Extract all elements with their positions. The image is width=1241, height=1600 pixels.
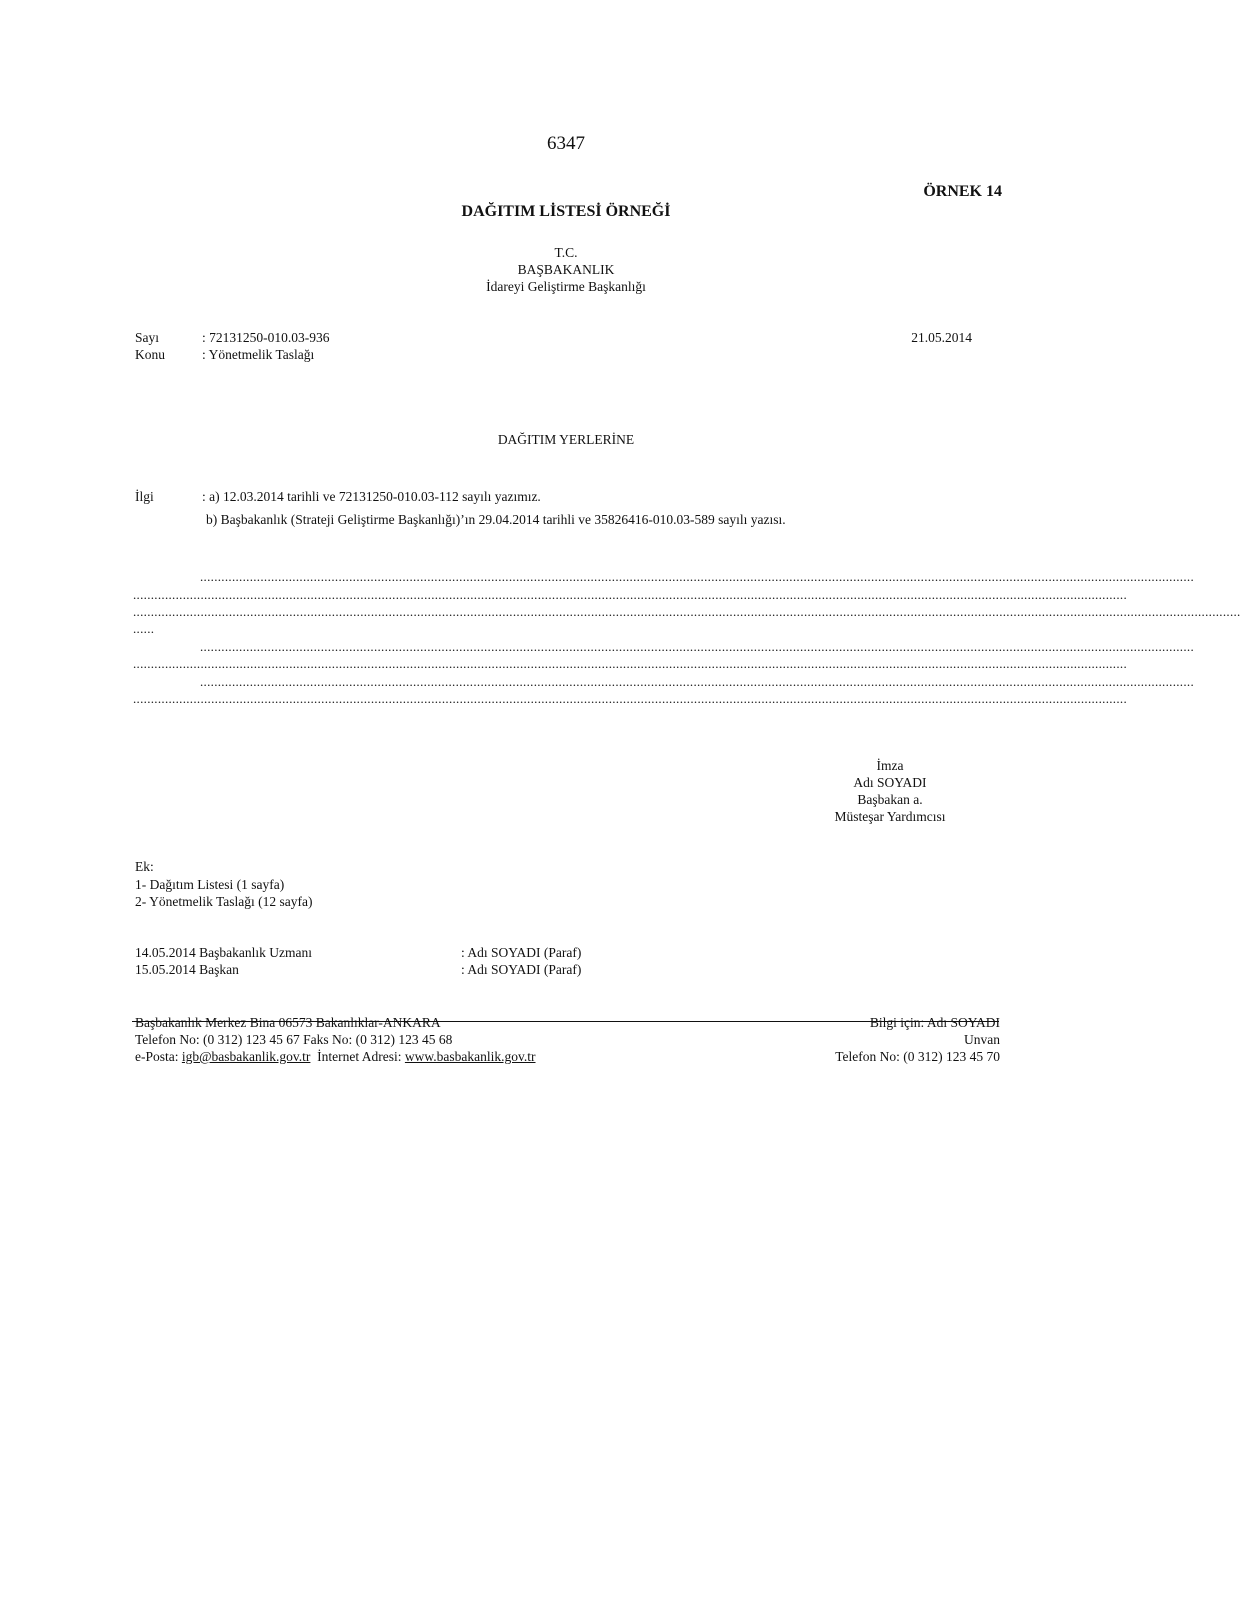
dotted-line: ........................................................................................................................................................................................................................................................................................ (200, 569, 1194, 584)
attachment-item: 1- Dağıtım Listesi (1 sayfa) (135, 877, 285, 892)
ilgi-a: : a) 12.03.2014 tarihli ve 72131250-010.03-112 sayılı yazımız. (202, 489, 541, 504)
konu-value: : Yönetmelik Taslağı (202, 347, 315, 362)
dotted-line: ........................................................................................................................................................................................................................................................................................ (133, 691, 1127, 706)
ilgi-label: İlgi (135, 489, 154, 504)
email-label: e-Posta: (135, 1049, 182, 1064)
web-label: İnternet Adresi: (317, 1049, 405, 1064)
document-title: DAĞITIM LİSTESİ ÖRNEĞİ (461, 203, 671, 220)
dotted-line: ........................................................................................................................................................................................................................................................................................................................ (133, 604, 1241, 619)
paraf-role: 15.05.2014 Başkan (135, 962, 239, 977)
footer-phone-fax: Telefon No: (0 312) 123 45 67 Faks No: (0 312) 123 45 68 (135, 1032, 453, 1047)
attachments-label: Ek: (135, 859, 154, 874)
attachment-item: 2- Yönetmelik Taslağı (12 sayfa) (135, 894, 313, 909)
dotted-line: ........................................................................................................................................................................................................................................................................................ (200, 639, 1194, 654)
dotted-line: ........................................................................................................................................................................................................................................................................................ (200, 674, 1194, 689)
dotted-line-short: ...... (133, 621, 155, 636)
signature-label: İmza (876, 758, 904, 773)
header-institution: BAŞBAKANLIK (517, 262, 615, 277)
website-link[interactable]: www.basbakanlik.gov.tr (404, 1049, 536, 1064)
document-date: 21.05.2014 (911, 330, 972, 345)
signatory-title: Müsteşar Yardımcısı (834, 809, 946, 824)
signatory-name: Adı SOYADI (853, 775, 927, 790)
recipient: DAĞITIM YERLERİNE (497, 432, 635, 447)
sayi-value: : 72131250-010.03-936 (202, 330, 330, 345)
konu-label: Konu (135, 347, 165, 362)
paraf-role: 14.05.2014 Başbakanlık Uzmanı (135, 945, 312, 960)
signatory-authority: Başbakan a. (857, 792, 923, 807)
ilgi-b: b) Başbakanlık (Strateji Geliştirme Başkanlığı)’ın 29.04.2014 tarihli ve 35826416-010.03-589 sayılı yazısı. (206, 512, 786, 527)
page-number: 6347 (547, 133, 585, 154)
paraf-signer: : Adı SOYADI (Paraf) (461, 945, 582, 960)
paraf-signer: : Adı SOYADI (Paraf) (461, 962, 582, 977)
dotted-line: ........................................................................................................................................................................................................................................................................................ (133, 587, 1127, 602)
dotted-line: ........................................................................................................................................................................................................................................................................................ (133, 656, 1127, 671)
sayi-label: Sayı (135, 330, 160, 345)
header-tc: T.C. (554, 245, 578, 260)
email-link[interactable]: igb@basbakanlik.gov.tr (181, 1049, 311, 1064)
footer-address: Başbakanlık Merkez Bina 06573 Bakanlıklar-ANKARA (135, 1015, 441, 1030)
footer-contact (135, 1048, 536, 1065)
footer-info-phone: Telefon No: (0 312) 123 45 70 (835, 1049, 1000, 1064)
footer-info-title: Unvan (964, 1032, 1000, 1047)
footer-info-contact: Bilgi için: Adı SOYADI (869, 1015, 1000, 1030)
header-department: İdareyi Geliştirme Başkanlığı (486, 279, 646, 294)
example-label: ÖRNEK 14 (923, 183, 1002, 200)
